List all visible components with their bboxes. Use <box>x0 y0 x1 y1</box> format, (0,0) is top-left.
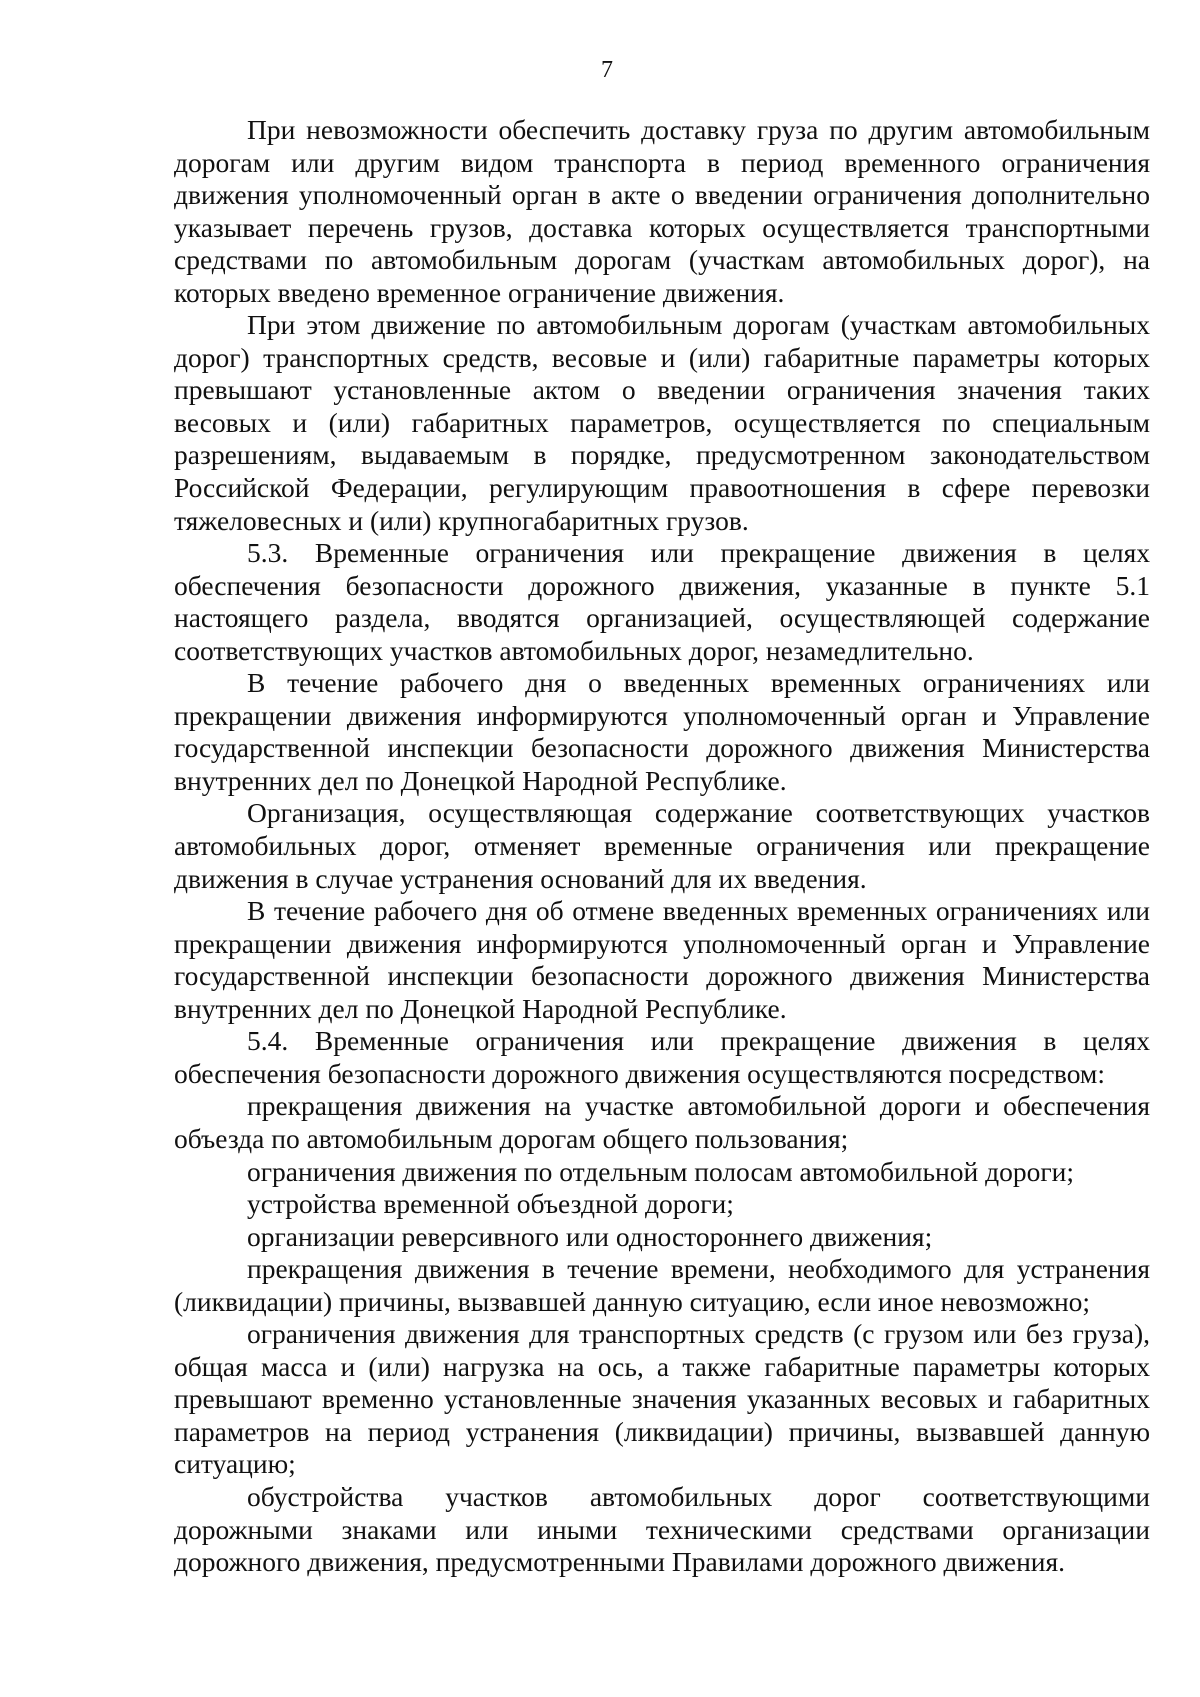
list-item-stop-for-elimination: прекращения движения в течение времени, необходимого для устранения (ликвидации) причины, вызвавшей данную ситуацию, если иное невозможно; <box>174 1253 1150 1317</box>
list-item-weight-restriction: ограничения движения для транспортных средств (с грузом или без груза), общая масса и (или) нагрузка на ось, а также габаритные параметры которых превышают временно установленные значения указанных весовых и габаритных параметров на период устранения (ликвидации) причины, вызвавшей данную ситуацию; <box>174 1318 1150 1480</box>
paragraph-notify-introduction: В течение рабочего дня о введенных временных ограничениях или прекращении движения информируются уполномоченный орган и Управление государственной инспекции безопасности дорожного движения Министерства внутренних дел по Донецкой Народной Республике. <box>174 667 1150 796</box>
list-item-road-signs: обустройства участков автомобильных дорог соответствующими дорожными знаками или иными техническими средствами организации дорожного движения, предусмотренными Правилами дорожного движения. <box>174 1480 1150 1578</box>
page-number: 7 <box>601 57 613 83</box>
list-item-stop-and-detour: прекращения движения на участке автомобильной дороги и обеспечения объезда по автомобильным дорогам общего пользования; <box>174 1090 1150 1154</box>
paragraph-section-5-3: 5.3. Временные ограничения или прекращение движения в целях обеспечения безопасности дорожного движения, указанные в пункте 5.1 настоящего раздела, вводятся организацией, осуществляющей содержание соответствующих участков автомобильных дорог, незамедлительно. <box>174 537 1150 666</box>
paragraph-notify-cancellation: В течение рабочего дня об отмене введенных временных ограничениях или прекращении движения информируются уполномоченный орган и Управление государственной инспекции безопасности дорожного движения Министерства внутренних дел по Донецкой Народной Республике. <box>174 895 1150 1024</box>
list-item-reversible-traffic: организации реверсивного или одностороннего движения; <box>247 1220 933 1252</box>
paragraph-section-5-4: 5.4. Временные ограничения или прекращение движения в целях обеспечения безопасности дорожного движения осуществляются посредством: <box>174 1025 1150 1089</box>
paragraph-cancel-restrictions: Организация, осуществляющая содержание соответствующих участков автомобильных дорог, отменяет временные ограничения или прекращение движения в случае устранения оснований для их введения. <box>174 797 1150 894</box>
list-item-lane-restriction: ограничения движения по отдельным полосам автомобильной дороги; <box>247 1155 1074 1187</box>
paragraph-delivery-impossible: При невозможности обеспечить доставку груза по другим автомобильным дорогам или другим видом транспорта в период временного ограничения движения уполномоченный орган в акте о введении ограничения дополнительно указывает перечень грузов, доставка которых осуществляется транспортными средствами по автомобильным дорогам (участкам автомобильных дорог), на которых введено временное ограничение движения. <box>174 114 1150 308</box>
document-body <box>174 114 1150 1579</box>
list-item-temporary-detour-road: устройства временной объездной дороги; <box>247 1188 734 1220</box>
paragraph-special-permits: При этом движение по автомобильным дорогам (участкам автомобильных дорог) транспортных средств, весовые и (или) габаритные параметры которых превышают установленные актом о введении ограничения значения таких весовых и (или) габаритных параметров, осуществляется по специальным разрешениям, выдаваемым в порядке, предусмотренном законодательством Российской Федерации, регулирующим правоотношения в сфере перевозки тяжеловесных и (или) крупногабаритных грузов. <box>174 309 1150 536</box>
